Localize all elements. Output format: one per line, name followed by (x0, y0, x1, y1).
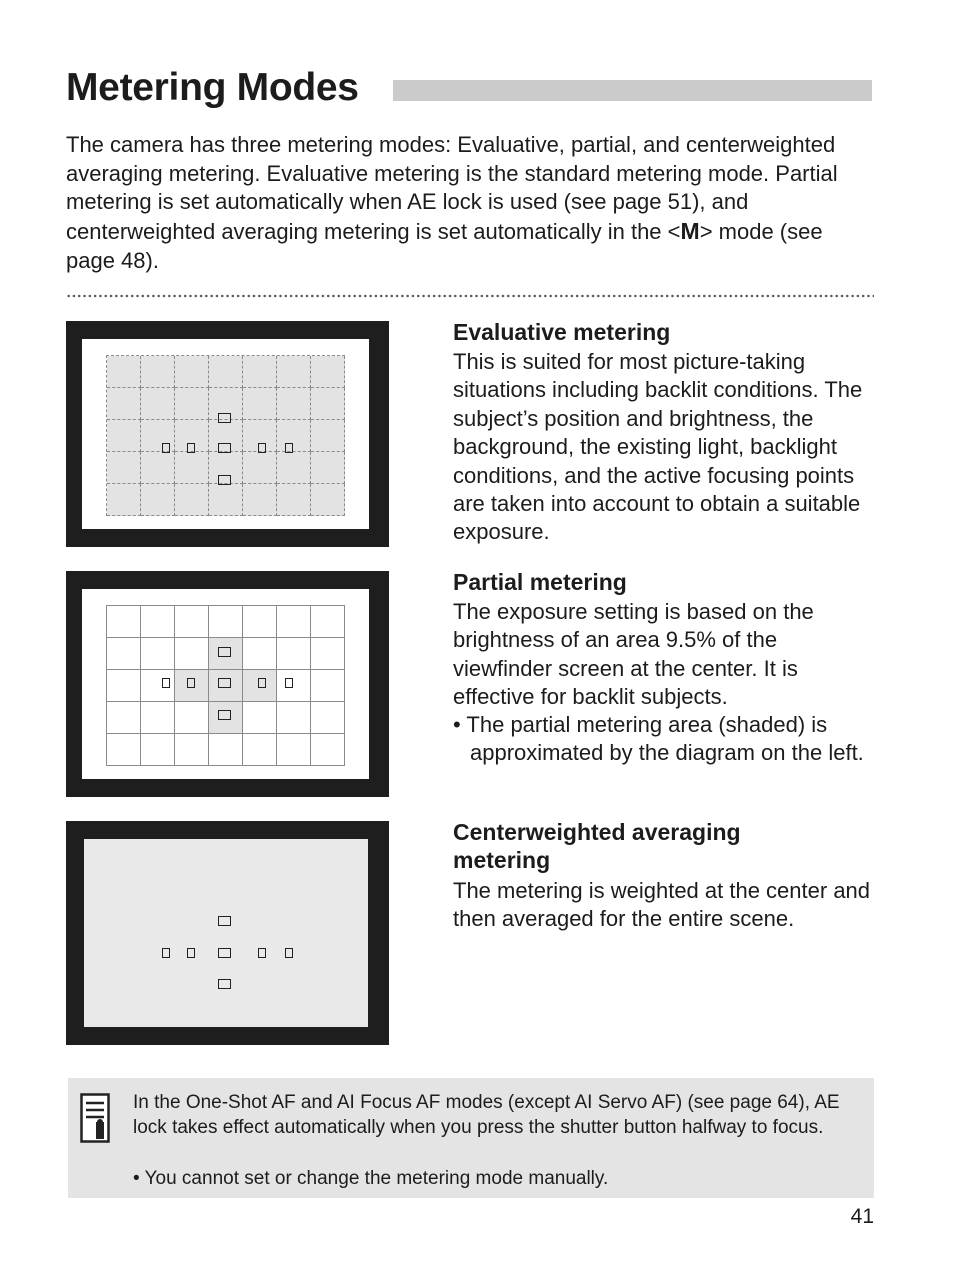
grid-cell (243, 356, 277, 388)
evaluative-heading: Evaluative metering (453, 319, 671, 345)
grid-cell (141, 452, 175, 484)
grid-cell (277, 356, 311, 388)
grid-cell (175, 356, 209, 388)
grid-cell (243, 452, 277, 484)
af-point-top-icon (218, 916, 231, 926)
grid-cell (107, 420, 141, 452)
grid-cell (277, 420, 311, 452)
af-point-icon (162, 443, 170, 453)
grid-cell (209, 734, 243, 766)
af-point-icon (258, 678, 266, 688)
grid-cell (107, 670, 141, 702)
af-point-icon (258, 948, 266, 958)
intro-text-start: The camera has three metering modes: Evaluative, partial, and centerweighted averaging metering. Evaluative metering is the standard metering mode. Partial metering is set automatically when AE lock is used (see page 51), and centerweighted averaging metering is set automatically in the < (66, 132, 838, 245)
grid-cell (243, 638, 277, 670)
centerweighted-metering-diagram (66, 821, 389, 1045)
grid-cell (141, 484, 175, 516)
grid-cell (311, 734, 345, 766)
grid-cell (277, 388, 311, 420)
grid-cell (209, 484, 243, 516)
metering-zone-grid (106, 355, 345, 516)
memo-note-icon (80, 1093, 110, 1148)
grid-cell (277, 606, 311, 638)
grid-cell (311, 484, 345, 516)
grid-cell (107, 702, 141, 734)
grid-cell (175, 606, 209, 638)
grid-cell (209, 356, 243, 388)
af-point-top-icon (218, 647, 231, 657)
af-point-icon (187, 443, 195, 453)
af-point-icon (285, 443, 293, 453)
af-point-icon (187, 678, 195, 688)
partial-metering-diagram (66, 571, 389, 797)
centerweighted-text: The metering is weighted at the center and then averaged for the entire scene. (453, 878, 871, 932)
evaluative-text: This is suited for most picture-taking situations including backlit conditions. The subject’s position and brightness, the background, the existing light, backlight conditions, and the active focusing points are taken into account to obtain a suitable exposure. (453, 349, 863, 545)
viewfinder-screen (82, 339, 369, 529)
grid-cell (311, 356, 345, 388)
partial-bullet: • The partial metering area (shaded) is approximated by the diagram on the left. (453, 712, 864, 766)
intro-paragraph (66, 131, 876, 276)
grid-cell (311, 388, 345, 420)
grid-cell (107, 388, 141, 420)
grid-cell (107, 484, 141, 516)
grid-cell (175, 734, 209, 766)
grid-cell (311, 670, 345, 702)
grid-cell (277, 452, 311, 484)
af-point-icon (285, 678, 293, 688)
evaluative-metering-diagram (66, 321, 389, 547)
grid-cell (175, 702, 209, 734)
af-point-icon (258, 443, 266, 453)
page-title: Metering Modes (66, 66, 359, 109)
mode-m-symbol: M (680, 218, 700, 245)
dotted-divider (66, 294, 874, 298)
grid-cell (141, 356, 175, 388)
af-point-icon (187, 948, 195, 958)
grid-cell (277, 702, 311, 734)
grid-cell (311, 420, 345, 452)
centerweighted-heading-line1: Centerweighted averaging (453, 819, 741, 845)
grid-cell (243, 388, 277, 420)
grid-cell (141, 734, 175, 766)
centerweighted-heading-line2: metering (453, 847, 551, 873)
grid-cell (277, 638, 311, 670)
grid-cell (243, 702, 277, 734)
partial-heading: Partial metering (453, 569, 627, 595)
grid-cell (141, 606, 175, 638)
af-point-icon (162, 678, 170, 688)
intro-text-end: > mode (see page 48). (66, 219, 823, 273)
note-text: In the One-Shot AF and AI Focus AF modes (except AI Servo AF) (see page 64), AE lock takes effect automatically when you press the shutter button halfway to focus. (133, 1092, 840, 1139)
grid-cell (175, 388, 209, 420)
af-point-center-icon (218, 443, 231, 453)
grid-cell (107, 638, 141, 670)
af-point-top-icon (218, 413, 231, 423)
grid-cell (277, 734, 311, 766)
centerweighted-heading (453, 818, 873, 874)
af-point-center-icon (218, 948, 231, 958)
title-decoration-bar (393, 80, 872, 101)
note-box (68, 1078, 874, 1198)
grid-cell (277, 484, 311, 516)
grid-cell (311, 702, 345, 734)
grid-cell (141, 702, 175, 734)
grid-cell (107, 734, 141, 766)
grid-cell (107, 452, 141, 484)
grid-cell (277, 670, 311, 702)
grid-cell (311, 606, 345, 638)
partial-text: The exposure setting is based on the brightness of an area 9.5% of the viewfinder screen at the center. It is effective for backlit subjects. (453, 599, 814, 710)
af-point-bottom-icon (218, 710, 231, 720)
grid-cell (311, 452, 345, 484)
af-point-icon (285, 948, 293, 958)
grid-cell (175, 638, 209, 670)
grid-cell (243, 734, 277, 766)
grid-cell (141, 388, 175, 420)
grid-cell (107, 356, 141, 388)
grid-cell (311, 638, 345, 670)
grid-cell (209, 606, 243, 638)
af-point-bottom-icon (218, 475, 231, 485)
af-point-icon (162, 948, 170, 958)
viewfinder-screen (84, 839, 368, 1027)
grid-cell (243, 484, 277, 516)
grid-cell (141, 638, 175, 670)
af-point-center-icon (218, 678, 231, 688)
page-number: 41 (850, 1205, 874, 1228)
af-point-bottom-icon (218, 979, 231, 989)
grid-cell (175, 452, 209, 484)
grid-cell (107, 606, 141, 638)
grid-cell (243, 606, 277, 638)
note-bullet: • You cannot set or change the metering mode manually. (133, 1168, 609, 1189)
grid-cell (175, 484, 209, 516)
viewfinder-screen (82, 589, 369, 779)
